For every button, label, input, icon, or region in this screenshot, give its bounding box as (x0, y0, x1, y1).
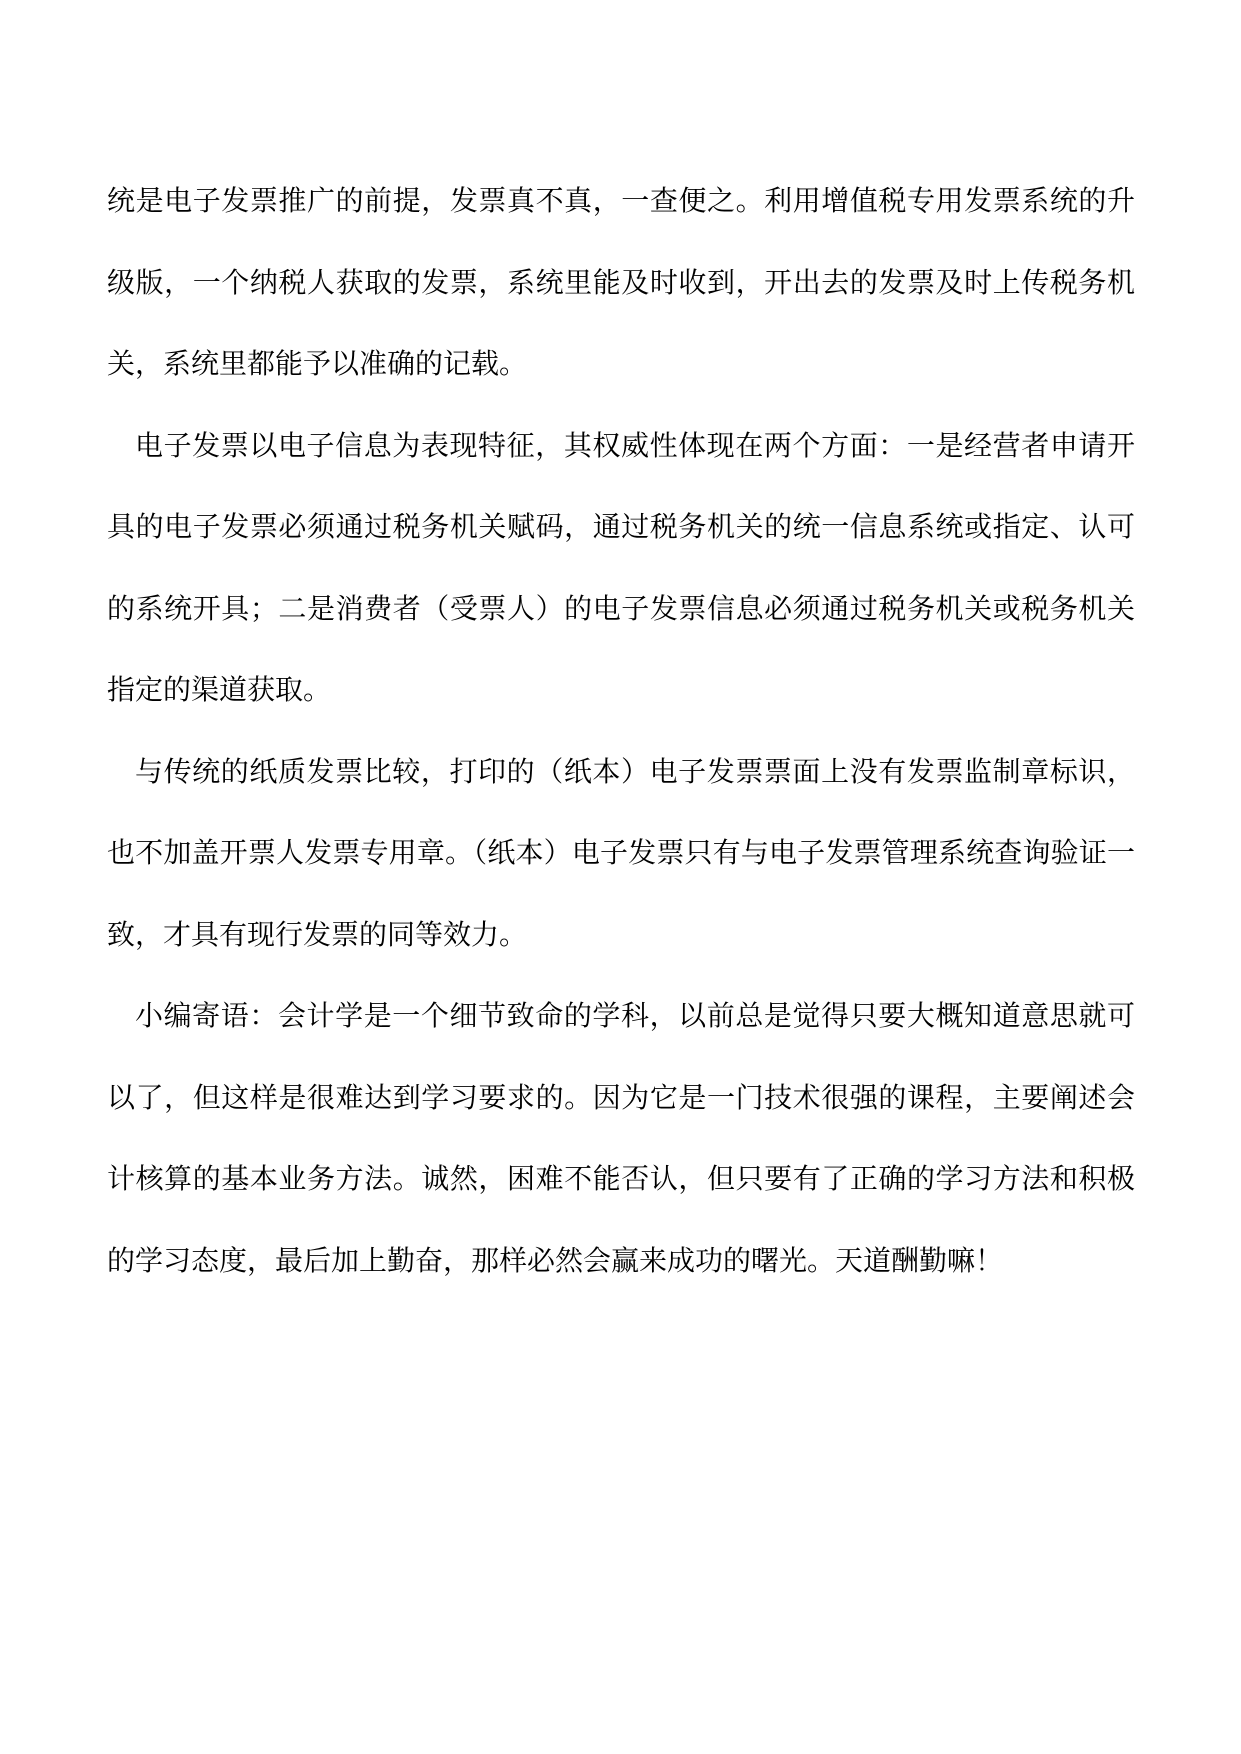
document-body (107, 160, 1135, 1301)
paragraph-editor-note: 小编寄语：会计学是一个细节致命的学科，以前总是觉得只要大概知道意思就可以了，但这样是很难达到学习要求的。因为它是一门技术很强的课程，主要阐述会计核算的基本业务方法。诚然，困难不能否认，但只要有了正确的学习方法和积极的学习态度，最后加上勤奋，那样必然会赢来成功的曙光。天道酬勤嘛！ (107, 999, 1135, 1277)
paragraph-e-invoice-authority: 电子发票以电子信息为表现特征，其权威性体现在两个方面：一是经营者申请开具的电子发票必须通过税务机关赋码，通过税务机关的统一信息系统或指定、认可的系统开具；二是消费者（受票人）的电子发票信息必须通过税务机关或税务机关指定的渠道获取。 (107, 428, 1135, 706)
paragraph-paper-comparison: 与传统的纸质发票比较，打印的（纸本）电子发票票面上没有发票监制章标识，也不加盖开票人发票专用章。（纸本）电子发票只有与电子发票管理系统查询验证一致，才具有现行发票的同等效力。 (107, 754, 1135, 951)
paragraph-continuation: 统是电子发票推广的前提，发票真不真，一查便之。利用增值税专用发票系统的升级版，一个纳税人获取的发票，系统里能及时收到，开出去的发票及时上传税务机关，系统里都能予以准确的记载。 (107, 184, 1135, 380)
